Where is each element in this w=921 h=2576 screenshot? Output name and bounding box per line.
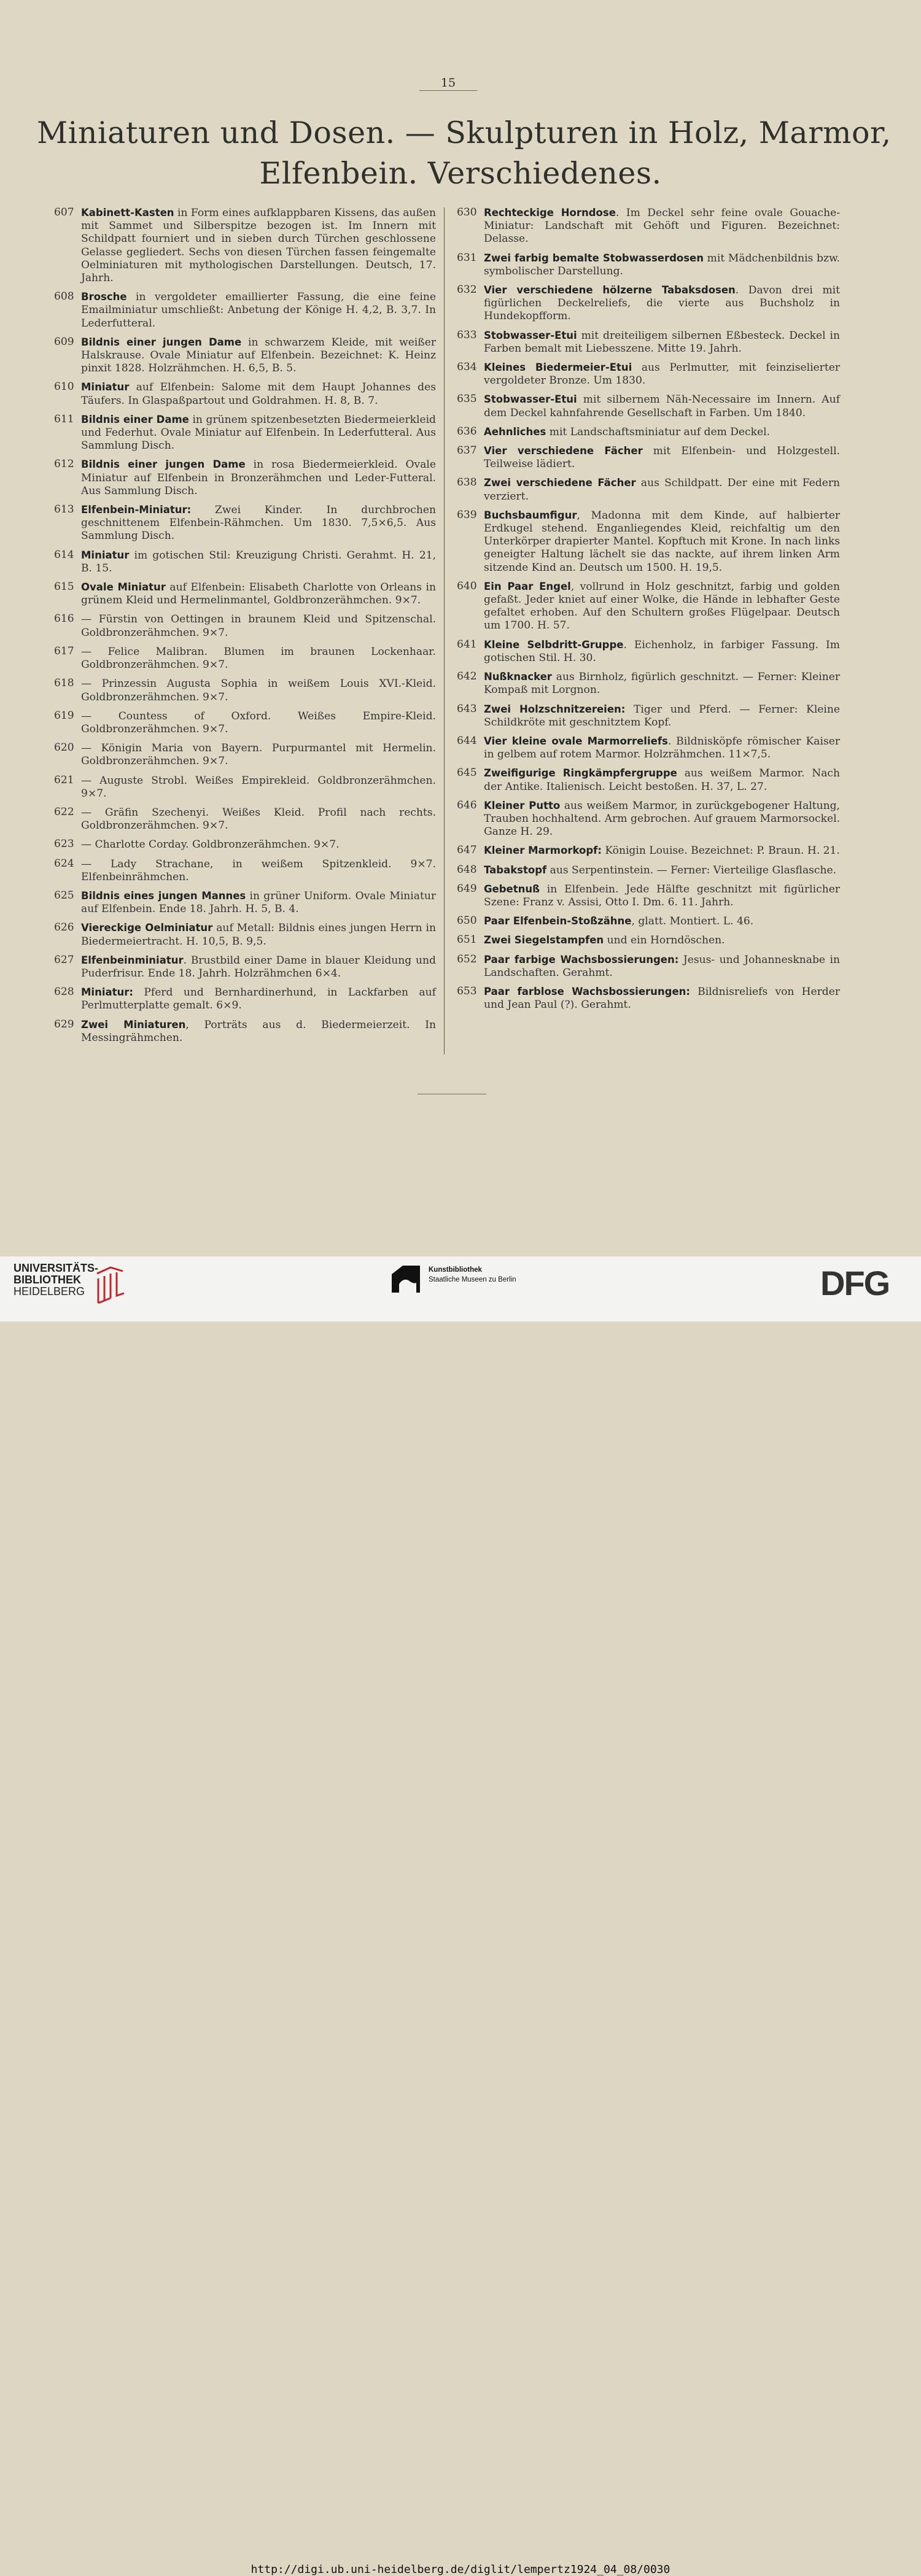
entry-title: Stobwasser-Etui <box>484 329 577 341</box>
ub-heidelberg-label[interactable] <box>14 1263 98 1298</box>
catalog-entry <box>457 703 840 729</box>
entry-title: Gebetnuß <box>484 883 540 895</box>
right-column <box>457 206 840 1017</box>
entry-description: aus Birnholz, figürlich geschnitzt. — Ferner: Kleiner Kompaß mit Lorgnon. <box>484 671 840 697</box>
entry-title: Buchsbaumfigur <box>484 509 577 521</box>
entry-title: Vier verschiedene Fächer <box>484 445 643 457</box>
ub-line-1: UNIVERSITÄTS- <box>14 1262 99 1274</box>
entry-description: aus weißem Marmor. Nach der Antike. Italienisch. Leicht bestoßen. H. 37, L. 27. <box>484 767 840 793</box>
entry-description: mit Landschaftsminiatur auf dem Deckel. <box>546 425 770 438</box>
entry-title: Nußknacker <box>484 671 552 683</box>
catalog-entry <box>54 741 436 768</box>
catalog-entry <box>54 458 436 498</box>
entry-number: 610 <box>54 381 74 393</box>
entry-number: 653 <box>457 984 477 997</box>
entry-description: mit Mädchenbildnis bzw. symbolischer Darstellung. <box>484 252 840 277</box>
entry-number: 649 <box>457 882 477 895</box>
catalog-entry <box>457 476 840 503</box>
catalog-entry <box>54 889 436 916</box>
page-title-line-1: Miniaturen und Dosen. — Skulpturen in Holz, Marmor, <box>37 115 892 150</box>
entry-number: 623 <box>54 838 74 851</box>
entry-description: — Gräfin Szechenyi. Weißes Kleid. Profil nach rechts. Goldbronzerähmchen. 9×7. <box>81 806 436 832</box>
catalog-entry <box>54 710 436 736</box>
entry-title: Brosche <box>81 291 127 303</box>
entry-description: . Bildnisköpfe römischer Kaiser in gelbem auf rotem Marmor. Holzrähmchen. 11×7,5. <box>484 735 840 761</box>
catalog-entry <box>54 806 436 832</box>
entry-description: Bildnisreliefs von Herder und Jean Paul (?). Gerahmt. <box>484 985 840 1011</box>
entry-number: 619 <box>54 709 74 722</box>
entry-title: Zwei Miniaturen <box>81 1018 186 1031</box>
catalog-entry <box>54 503 436 543</box>
entry-title: Bildnis einer Dame <box>81 413 189 425</box>
entry-title: Zwei farbig bemalte Stobwasserdosen <box>484 252 704 264</box>
catalog-entry <box>457 767 840 793</box>
entry-number: 638 <box>457 476 477 489</box>
entry-description: , glatt. Montiert. L. 46. <box>631 915 754 928</box>
entry-number: 616 <box>54 613 74 625</box>
entry-description: in grünem spitzenbesetzten Biedermeierkleid und Federhut. Ovale Miniatur auf Elfenbein. In Lederfutteral. Aus Sammlung Disch. <box>81 413 436 452</box>
entry-description: . Davon drei mit figürlichen Deckelreliefs, die vierte aus Buchsholz in Hundekopfform. <box>484 284 840 323</box>
entry-number: 633 <box>457 328 477 341</box>
entry-number: 626 <box>54 921 74 934</box>
entry-number: 612 <box>54 458 74 471</box>
entry-title: Vier verschiedene hölzerne Tabaksdosen <box>484 284 736 296</box>
left-column <box>54 206 436 1050</box>
catalog-entry <box>54 921 436 948</box>
entry-title: Elfenbeinminiatur <box>81 954 184 966</box>
catalog-entry <box>457 934 840 947</box>
entry-description: Jesus- und Johannesknabe in Landschaften. Gerahmt. <box>484 953 841 979</box>
catalog-entry <box>54 838 436 851</box>
entry-description: — Countess of Oxford. Weißes Empire-Kleid. Goldbronzerähmchen. 9×7. <box>81 710 436 735</box>
catalog-entry <box>457 915 840 928</box>
entry-description: , Madonna mit dem Kinde, auf halbierter Erdkugel stehend. Enganliegendes Kleid, reichfaltig um den Unterkörper drapierter Mantel. Kopftuch mit Krone. In nach links geneigter Haltung lächelt sie das nackte, auf ihrem linken Arm sitzende Kind an. Deutsch um 1500. H. 19,5. <box>484 509 840 574</box>
entry-description: mit Elfenbein- und Holzgestell. Teilweise lädiert. <box>484 445 840 471</box>
entry-number: 613 <box>54 503 74 516</box>
entry-title: Rechteckige Horndose <box>484 207 616 219</box>
catalog-entry <box>54 549 436 575</box>
entry-description: in vergoldeter emaillierter Fassung, die eine feine Emailminiatur umschließt: Anbetung der Könige H. 4,2, B. 3,7. In Lederfutteral. <box>81 291 436 330</box>
entry-title: Kleiner Marmorkopf: <box>484 845 602 857</box>
entry-description: Königin Louise. Bezeichnet: P. Braun. H. 21. <box>601 845 840 857</box>
entry-description: auf Metall: Bildnis eines jungen Herrn in Biedermeiertracht. H. 10,5, B. 9,5. <box>81 922 437 948</box>
entry-description: in rosa Biedermeierkleid. Ovale Miniatur auf Elfenbein in Bronzerähmchen und Leder-Futteral. Aus Sammlung Disch. <box>81 458 436 497</box>
ub-heidelberg-logo-icon[interactable] <box>92 1263 128 1305</box>
catalog-entry <box>457 206 840 246</box>
entry-description: in grüner Uniform. Ovale Miniatur auf Elfenbein. Ende 18. Jahrh. H. 5, B. 4. <box>81 889 437 916</box>
entry-description: . Eichenholz, in farbiger Fassung. Im gotischen Stil. H. 30. <box>484 638 841 664</box>
entry-description: Pferd und Bernhardinerhund, in Lackfarben auf Perlmutterplatte gemalt. 6×9. <box>81 986 436 1012</box>
entry-number: 614 <box>54 548 74 561</box>
entry-number: 635 <box>457 393 477 406</box>
footer-bar <box>0 1256 921 2576</box>
catalog-entry <box>457 580 840 633</box>
catalog-entry <box>54 413 436 453</box>
entry-number: 631 <box>457 251 477 264</box>
entry-title: Paar farbige Wachsbossierungen: <box>484 953 679 965</box>
entry-number: 641 <box>457 638 477 651</box>
entry-title: Ovale Miniatur <box>81 581 166 594</box>
entry-number: 652 <box>457 953 477 965</box>
catalog-entry <box>457 864 840 877</box>
entry-number: 608 <box>54 290 74 303</box>
entry-title: Miniatur <box>81 549 130 561</box>
entry-number: 646 <box>457 799 477 811</box>
catalog-entry <box>54 1018 436 1045</box>
entry-description: aus Serpentinstein. — Ferner: Vierteilige Glasflasche. <box>546 864 837 876</box>
entry-title: Zweifigurige Ringkämpfergruppe <box>484 767 677 779</box>
source-url-link[interactable]: http://digi.ub.uni-heidelberg.de/diglit/lempertz1924_04_08/0030 <box>251 2563 670 2576</box>
entry-number: 630 <box>457 206 477 219</box>
entry-number: 624 <box>54 857 74 870</box>
dfg-logo[interactable]: DFG <box>820 1264 890 1302</box>
entry-title: Bildnis einer jungen Dame <box>81 336 242 348</box>
catalog-entry <box>54 613 436 639</box>
catalog-entry <box>457 444 840 471</box>
catalog-entry <box>54 954 436 980</box>
entry-number: 651 <box>457 934 477 946</box>
entry-number: 628 <box>54 986 74 999</box>
entry-description: mit silbernem Näh-Necessaire im Innern. Auf dem Deckel kahnfahrende Gesellschaft in Farben. Um 1840. <box>484 393 840 419</box>
entry-number: 627 <box>54 953 74 966</box>
column-divider <box>444 207 445 1054</box>
entry-number: 640 <box>457 579 477 592</box>
entry-title: Zwei verschiedene Fächer <box>484 477 636 489</box>
entry-number: 648 <box>457 863 477 876</box>
entry-description: — Lady Strachane, in weißem Spitzenkleid. 9×7. Elfenbeinrähmchen. <box>81 857 436 883</box>
entry-number: 611 <box>54 412 74 425</box>
entry-description: — Königin Maria von Bayern. Purpurmantel mit Hermelin. Goldbronzerähmchen. 9×7. <box>81 742 436 768</box>
entry-description: in Elfenbein. Jede Hälfte geschnitzt mit figürlicher Szene: Franz v. Assisi, Otto I. Dm. 6. 11. Jahrh. <box>484 883 840 908</box>
entry-description: im gotischen Stil: Kreuzigung Christi. Gerahmt. H. 21, B. 15. <box>81 549 436 574</box>
kunstbibliothek-logo-icon[interactable] <box>392 1266 420 1293</box>
catalog-entry <box>54 206 436 285</box>
ub-line-3: HEIDELBERG <box>14 1285 85 1298</box>
entry-description: , vollrund in Holz geschnitzt, farbig und golden gefaßt. Jeder kniet auf einer Wolke, die Hände in lebhafter Geste gefaltet erhoben. Auf den Schultern großes Flügelpaar. Deutsch um 1700. H. 57. <box>484 580 840 632</box>
catalog-entry <box>457 509 840 574</box>
catalog-entry <box>457 735 840 761</box>
catalog-entry <box>457 361 840 387</box>
entry-title: Kabinett-Kasten <box>81 207 174 219</box>
entry-title: Bildnis eines jungen Mannes <box>81 889 246 902</box>
entry-number: 644 <box>457 734 477 747</box>
catalog-page <box>0 0 921 1256</box>
kunstbibliothek-label[interactable] <box>429 1265 516 1285</box>
entry-title: Miniatur <box>81 381 130 393</box>
entry-title: Elfenbein-Miniatur: <box>81 504 192 516</box>
catalog-entry <box>457 670 840 697</box>
catalog-entry <box>54 774 436 800</box>
entry-number: 645 <box>457 767 477 779</box>
catalog-entry <box>457 953 840 980</box>
ub-line-2: BIBLIOTHEK <box>14 1274 81 1286</box>
catalog-entry <box>457 883 840 909</box>
entry-number: 609 <box>54 335 74 348</box>
entry-title: Vier kleine ovale Marmorreliefs <box>484 735 668 747</box>
catalog-entry <box>457 252 840 278</box>
catalog-entry <box>457 799 840 839</box>
catalog-entry <box>54 986 436 1012</box>
entry-description: — Fürstin von Oettingen in braunem Kleid und Spitzenschal. Goldbronzerähmchen. 9×7. <box>81 613 436 639</box>
catalog-entry <box>54 290 436 330</box>
page-number: 15 <box>440 76 456 90</box>
catalog-entry <box>457 638 840 665</box>
catalog-entry <box>457 284 840 323</box>
entry-number: 629 <box>54 1018 74 1031</box>
entry-title: Bildnis einer jungen Dame <box>81 458 246 471</box>
entry-title: Kleiner Putto <box>484 799 561 811</box>
entry-description: — Charlotte Corday. Goldbronzerähmchen. 9×7. <box>81 838 340 851</box>
entry-title: Paar farblose Wachsbossierungen: <box>484 985 690 997</box>
entry-number: 634 <box>457 361 477 374</box>
entry-description: , Porträts aus d. Biedermeierzeit. In Messingrähmchen. <box>81 1018 437 1044</box>
entry-description: aus Perlmutter, mit feinziselierter vergoldeter Bronze. Um 1830. <box>484 362 840 387</box>
page-title-line-2: Elfenbein. Verschiedenes. <box>259 156 662 191</box>
catalog-entry <box>457 985 840 1011</box>
entry-title: Kleines Biedermeier-Etui <box>484 362 632 374</box>
kb-line-2: Staatliche Museen zu Berlin <box>429 1276 516 1283</box>
entry-description: in Form eines aufklappbaren Kissens, das außen mit Sammet und Silberspitze bezogen ist. Im Innern mit Schildpatt fourniert und in sieben durch Türchen geschlossene Gelasse gegliedert. Sechs von diesen Türchen fassen feingemalte Oelminiaturen mit mythologischen Darstellungen. Deutsch, 17. Jahrh. <box>81 207 436 285</box>
entry-description: mit dreiteiligem silbernen Eßbesteck. Deckel in Farben bemalt mit Liebesszene. Mitte 19. Jahrh. <box>484 329 840 355</box>
entry-title: Aehnliches <box>484 425 546 438</box>
entry-number: 636 <box>457 425 477 438</box>
entry-number: 615 <box>54 581 74 594</box>
entry-title: Zwei Siegelstampfen <box>484 934 604 946</box>
entry-description: — Felice Malibran. Blumen im braunen Lockenhaar. Goldbronzerähmchen. 9×7. <box>81 645 436 671</box>
entry-title: Paar Elfenbein-Stoßzähne <box>484 915 632 927</box>
entry-number: 632 <box>457 284 477 296</box>
entry-description: . Im Deckel sehr feine ovale Gouache-Miniatur: Landschaft mit Gehöft und Figuren. Bezeichnet: Delasse. <box>484 207 840 246</box>
catalog-entry <box>457 425 840 439</box>
entry-description: . Brustbild einer Dame in blauer Kleidung und Puderfrisur. Ende 18. Jahrh. Holzrähmchen 6×4. <box>81 954 436 980</box>
catalog-entry <box>457 844 840 857</box>
entry-number: 625 <box>54 889 74 902</box>
entry-number: 618 <box>54 677 74 690</box>
entry-description: auf Elfenbein: Salome mit dem Haupt Johannes des Täufers. In Glaspaßpartout und Goldrahmen. H. 8, B. 7. <box>81 381 436 407</box>
entry-title: Stobwasser-Etui <box>484 393 577 406</box>
entry-number: 639 <box>457 508 477 521</box>
entry-description: Zwei Kinder. In durchbrochen geschnittenem Elfenbein-Rähmchen. Um 1830. 7,5×6,5. Aus Sammlung Disch. <box>81 504 436 543</box>
catalog-entry <box>54 857 436 884</box>
entry-title: Kleine Selbdritt-Gruppe <box>484 638 624 651</box>
catalog-entry <box>54 336 436 376</box>
catalog-entry <box>457 329 840 355</box>
catalog-entry <box>54 381 436 407</box>
entry-number: 621 <box>54 773 74 786</box>
entry-description: Tiger und Pferd. — Ferner: Kleine Schildkröte mit geschnitztem Kopf. <box>484 703 840 729</box>
page-number-rule <box>419 90 477 91</box>
entry-description: — Auguste Strobl. Weißes Empirekleid. Goldbronzerähmchen. 9×7. <box>81 774 436 800</box>
entry-title: Tabakstopf <box>484 864 547 876</box>
entry-number: 622 <box>54 805 74 818</box>
entry-description: aus weißem Marmor, in zurückgebogener Haltung, Trauben hochhaltend. Arm gebrochen. Auf grauem Marmorsockel. Ganze H. 29. <box>484 799 840 838</box>
catalog-entry <box>54 677 436 703</box>
entry-number: 643 <box>457 702 477 715</box>
entry-number: 620 <box>54 741 74 754</box>
catalog-entry <box>457 393 840 419</box>
kb-line-1: Kunstbibliothek <box>429 1266 482 1274</box>
catalog-entry <box>54 645 436 671</box>
catalog-entry <box>54 581 436 607</box>
entry-title: Ein Paar Engel <box>484 580 571 592</box>
entry-number: 647 <box>457 844 477 857</box>
entry-title: Miniatur: <box>81 986 133 999</box>
entry-number: 617 <box>54 644 74 657</box>
entry-title: Viereckige Oelminiatur <box>81 922 213 934</box>
entry-number: 637 <box>457 444 477 457</box>
entry-description: und ein Horndöschen. <box>604 934 725 947</box>
entry-description: — Prinzessin Augusta Sophia in weißem Louis XVI.-Kleid. Goldbronzerähmchen. 9×7. <box>81 678 436 703</box>
entry-description: in schwarzem Kleide, mit weißer Halskrause. Ovale Miniatur auf Elfenbein. Bezeichnet: K. Heinz pinxit 1828. Holzrähmchen. H. 6,5, B. 5. <box>81 336 436 375</box>
entry-number: 650 <box>457 915 477 927</box>
entry-description: aus Schildpatt. Der eine mit Federn verziert. <box>484 477 841 503</box>
entry-number: 607 <box>54 206 74 219</box>
entry-number: 642 <box>457 670 477 683</box>
entry-title: Zwei Holzschnitzereien: <box>484 703 626 715</box>
entry-description: auf Elfenbein: Elisabeth Charlotte von Orleans in grünem Kleid und Hermelinmantel, Goldbronzerähmchen. 9×7. <box>81 581 436 607</box>
